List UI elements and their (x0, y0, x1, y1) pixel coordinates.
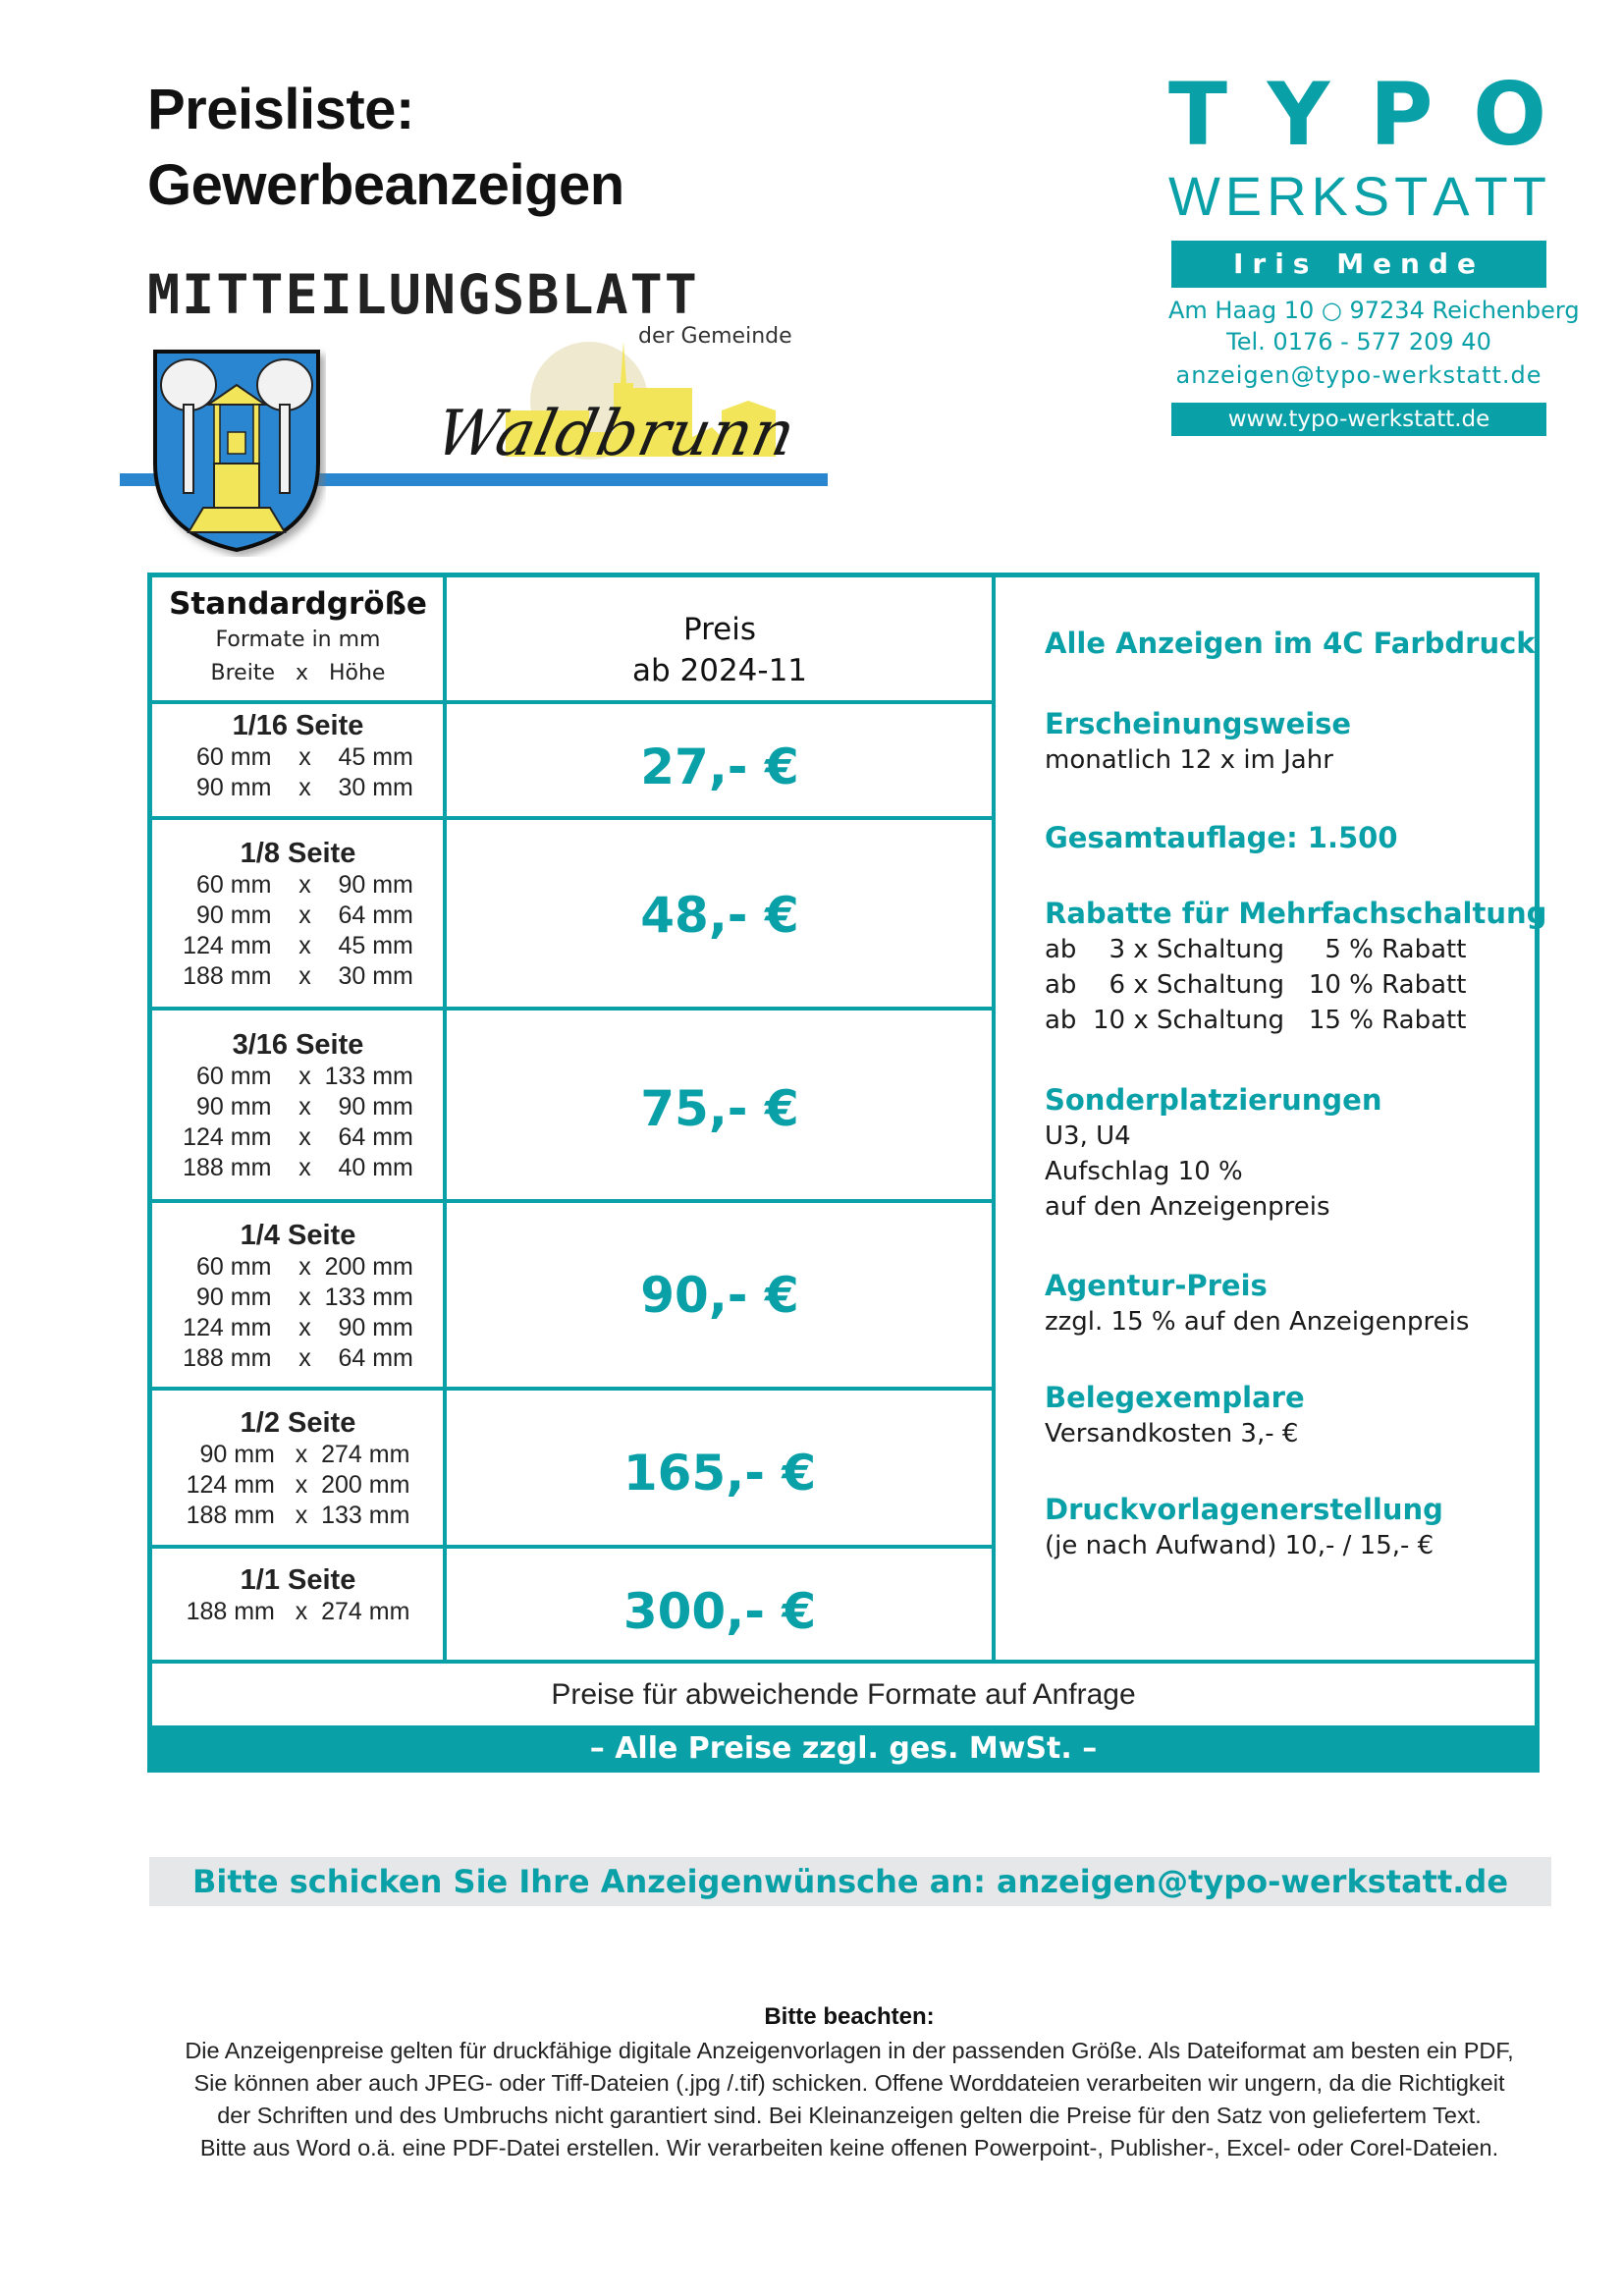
info-heading: Erscheinungsweise (1045, 707, 1352, 740)
format-line: 60 mm x 90 mm (183, 871, 413, 899)
info-text: ab 10 x Schaltung 15 % Rabatt (1045, 1006, 1467, 1035)
info-text: ab 6 x Schaltung 10 % Rabatt (1045, 970, 1467, 1000)
price-header-date: ab 2024-11 (631, 653, 808, 688)
table-divider (992, 577, 996, 1664)
format-line: 90 mm x 64 mm (183, 902, 413, 929)
publisher-phone[interactable]: Tel. 0176 - 577 209 40 (1226, 328, 1491, 355)
info-heading: Agentur-Preis (1045, 1269, 1268, 1302)
publication-subtitle: der Gemeinde (638, 324, 792, 349)
price-value: 27,- € (640, 738, 799, 795)
format-line: 188 mm x 133 mm (186, 1502, 410, 1529)
info-heading: Druckvorlagenerstellung (1045, 1493, 1443, 1526)
info-text: auf den Anzeigenpreis (1045, 1192, 1330, 1222)
info-heading: Sonderplatzierungen (1045, 1083, 1382, 1117)
logo-letter: K (1311, 165, 1348, 227)
info-section-druckvorlagen (1045, 1491, 1536, 1563)
logo-letter: E (1224, 165, 1263, 227)
size-label: 1/4 Seite (240, 1220, 356, 1251)
publisher-address: Am Haag 10 ○ 97234 Reichenberg (1168, 297, 1580, 324)
info-text: Aufschlag 10 % (1045, 1157, 1243, 1186)
custom-formats-note: Preise für abweichende Formate auf Anfrage (551, 1678, 1136, 1711)
format-line: 90 mm x 90 mm (183, 1093, 413, 1121)
publisher-name-bar: Iris Mende (1171, 241, 1546, 288)
typo-logo (1168, 64, 1546, 165)
info-text: (je nach Aufwand) 10,- / 15,- € (1045, 1531, 1434, 1560)
format-line: 188 mm x 30 mm (183, 962, 413, 990)
info-color-print (1045, 625, 1536, 662)
table-row-size (152, 709, 444, 803)
size-header-unit: Formate in mm (215, 628, 381, 652)
format-line: 124 mm x 64 mm (183, 1123, 413, 1151)
info-section-rabatte (1045, 895, 1547, 1038)
table-row-size (152, 1563, 444, 1627)
format-line: 60 mm x 45 mm (183, 743, 413, 771)
size-label: 3/16 Seite (232, 1029, 364, 1061)
size-header-dimensions: Breite x Höhe (210, 661, 386, 685)
format-line: 188 mm x 40 mm (183, 1154, 413, 1181)
notice-line: Sie können aber auch JPEG- oder Tiff-Dateien (.jpg /.tif) schicken. Offene Worddateien verarbeiten wir ungern, da die Richtigkeit (193, 2070, 1505, 2096)
page-title-line-2: Gewerbeanzeigen (147, 153, 624, 217)
info-section-belegexemplare (1045, 1379, 1536, 1451)
table-row-size (152, 1219, 444, 1374)
info-section-agentur (1045, 1267, 1536, 1339)
price-value: 165,- € (622, 1445, 817, 1502)
format-line: 60 mm x 200 mm (183, 1253, 413, 1281)
table-row-divider (152, 700, 996, 704)
info-text: zzgl. 15 % auf den Anzeigenpreis (1045, 1307, 1470, 1337)
logo-letter: W (1168, 165, 1220, 227)
info-text: ab 3 x Schaltung 5 % Rabatt (1045, 935, 1467, 964)
price-column-header (448, 609, 992, 691)
price-header-title: Preis (682, 612, 757, 647)
format-line: 90 mm x 274 mm (186, 1441, 410, 1468)
logo-letter: T (1512, 165, 1546, 227)
format-line: 90 mm x 133 mm (183, 1284, 413, 1311)
format-line: 90 mm x 30 mm (183, 774, 413, 801)
info-heading: Belegexemplare (1045, 1381, 1305, 1414)
info-text: U3, U4 (1045, 1121, 1131, 1151)
logo-letter: T (1474, 165, 1508, 227)
size-label: 1/16 Seite (232, 710, 364, 741)
notice-line: der Schriften und des Umbruchs nicht garantiert sind. Bei Kleinanzeigen gelten die Preise für den Satz von geliefertem Text. (217, 2103, 1482, 2128)
notice-line: Bitte aus Word o.ä. eine PDF-Datei erstellen. Wir verarbeiten keine offenen Powerpoint-, Publisher-, Excel- oder Corel-Dateien. (199, 2135, 1499, 2160)
size-header-title: Standardgröße (169, 586, 427, 622)
price-value: 90,- € (640, 1267, 799, 1324)
table-row-size (152, 837, 444, 992)
notice-line: Die Anzeigenpreise gelten für druckfähige digitale Anzeigenvorlagen in der passenden Größe. Als Dateiformat am besten ein PDF, (185, 2038, 1514, 2063)
logo-letter: R (1267, 165, 1307, 227)
municipality-script-logo: Waldbrunn (429, 398, 802, 470)
format-line: 188 mm x 274 mm (186, 1598, 410, 1625)
info-text: Versandkosten 3,- € (1045, 1419, 1299, 1449)
format-line: 188 mm x 64 mm (183, 1344, 413, 1372)
table-row-divider (152, 1007, 996, 1011)
table-row-size (152, 1028, 444, 1183)
table-row-divider (152, 816, 996, 820)
publisher-website-link[interactable]: www.typo-werkstatt.de (1171, 403, 1546, 436)
format-line: 124 mm x 45 mm (183, 932, 413, 959)
table-row-divider (152, 1387, 996, 1391)
format-line: 124 mm x 200 mm (186, 1471, 410, 1499)
publisher-email-link[interactable]: anzeigen@typo-werkstatt.de (1175, 361, 1542, 389)
price-value: 75,- € (640, 1080, 799, 1137)
size-label: 1/8 Seite (240, 838, 356, 869)
vat-note-bar: – Alle Preise zzgl. ges. MwSt. – (147, 1725, 1540, 1773)
table-row-divider (152, 1199, 996, 1203)
publication-name: MITTEILUNGSBLATT (147, 263, 699, 326)
price-value: 48,- € (640, 887, 799, 944)
notice-text (147, 2035, 1551, 2164)
werkstatt-logo (1168, 165, 1546, 227)
format-line: 60 mm x 133 mm (183, 1063, 413, 1090)
municipal-crest-icon (149, 346, 326, 557)
info-heading: Alle Anzeigen im 4C Farbdruck (1045, 627, 1536, 660)
size-label: 1/1 Seite (240, 1564, 356, 1596)
format-line: 124 mm x 90 mm (183, 1314, 413, 1341)
price-value: 300,- € (622, 1583, 817, 1640)
logo-letter: A (1433, 165, 1470, 227)
info-section-auflage (1045, 819, 1536, 856)
info-section-sonderplatzierungen (1045, 1081, 1536, 1225)
logo-letter: Y (1267, 64, 1330, 165)
logo-letter: T (1394, 165, 1429, 227)
logo-letter: T (1168, 64, 1228, 165)
info-section-erscheinungsweise (1045, 705, 1536, 778)
table-row-divider (152, 1545, 996, 1549)
contact-email-bar[interactable]: Bitte schicken Sie Ihre Anzeigenwünsche an: anzeigen@typo-werkstatt.de (149, 1857, 1551, 1906)
size-label: 1/2 Seite (240, 1407, 356, 1439)
logo-letter: P (1370, 64, 1434, 165)
info-heading: Gesamtauflage: 1.500 (1045, 821, 1398, 854)
info-text: monatlich 12 x im Jahr (1045, 745, 1333, 775)
page-title-line-1: Preisliste: (147, 78, 414, 141)
logo-letter: S (1352, 165, 1390, 227)
table-row-size (152, 1406, 444, 1531)
info-heading: Rabatte für Mehrfachschaltung (1045, 897, 1547, 930)
logo-letter: O (1473, 64, 1546, 165)
size-column-header (152, 584, 444, 690)
notice-heading: Bitte beachten: (764, 2003, 935, 2030)
